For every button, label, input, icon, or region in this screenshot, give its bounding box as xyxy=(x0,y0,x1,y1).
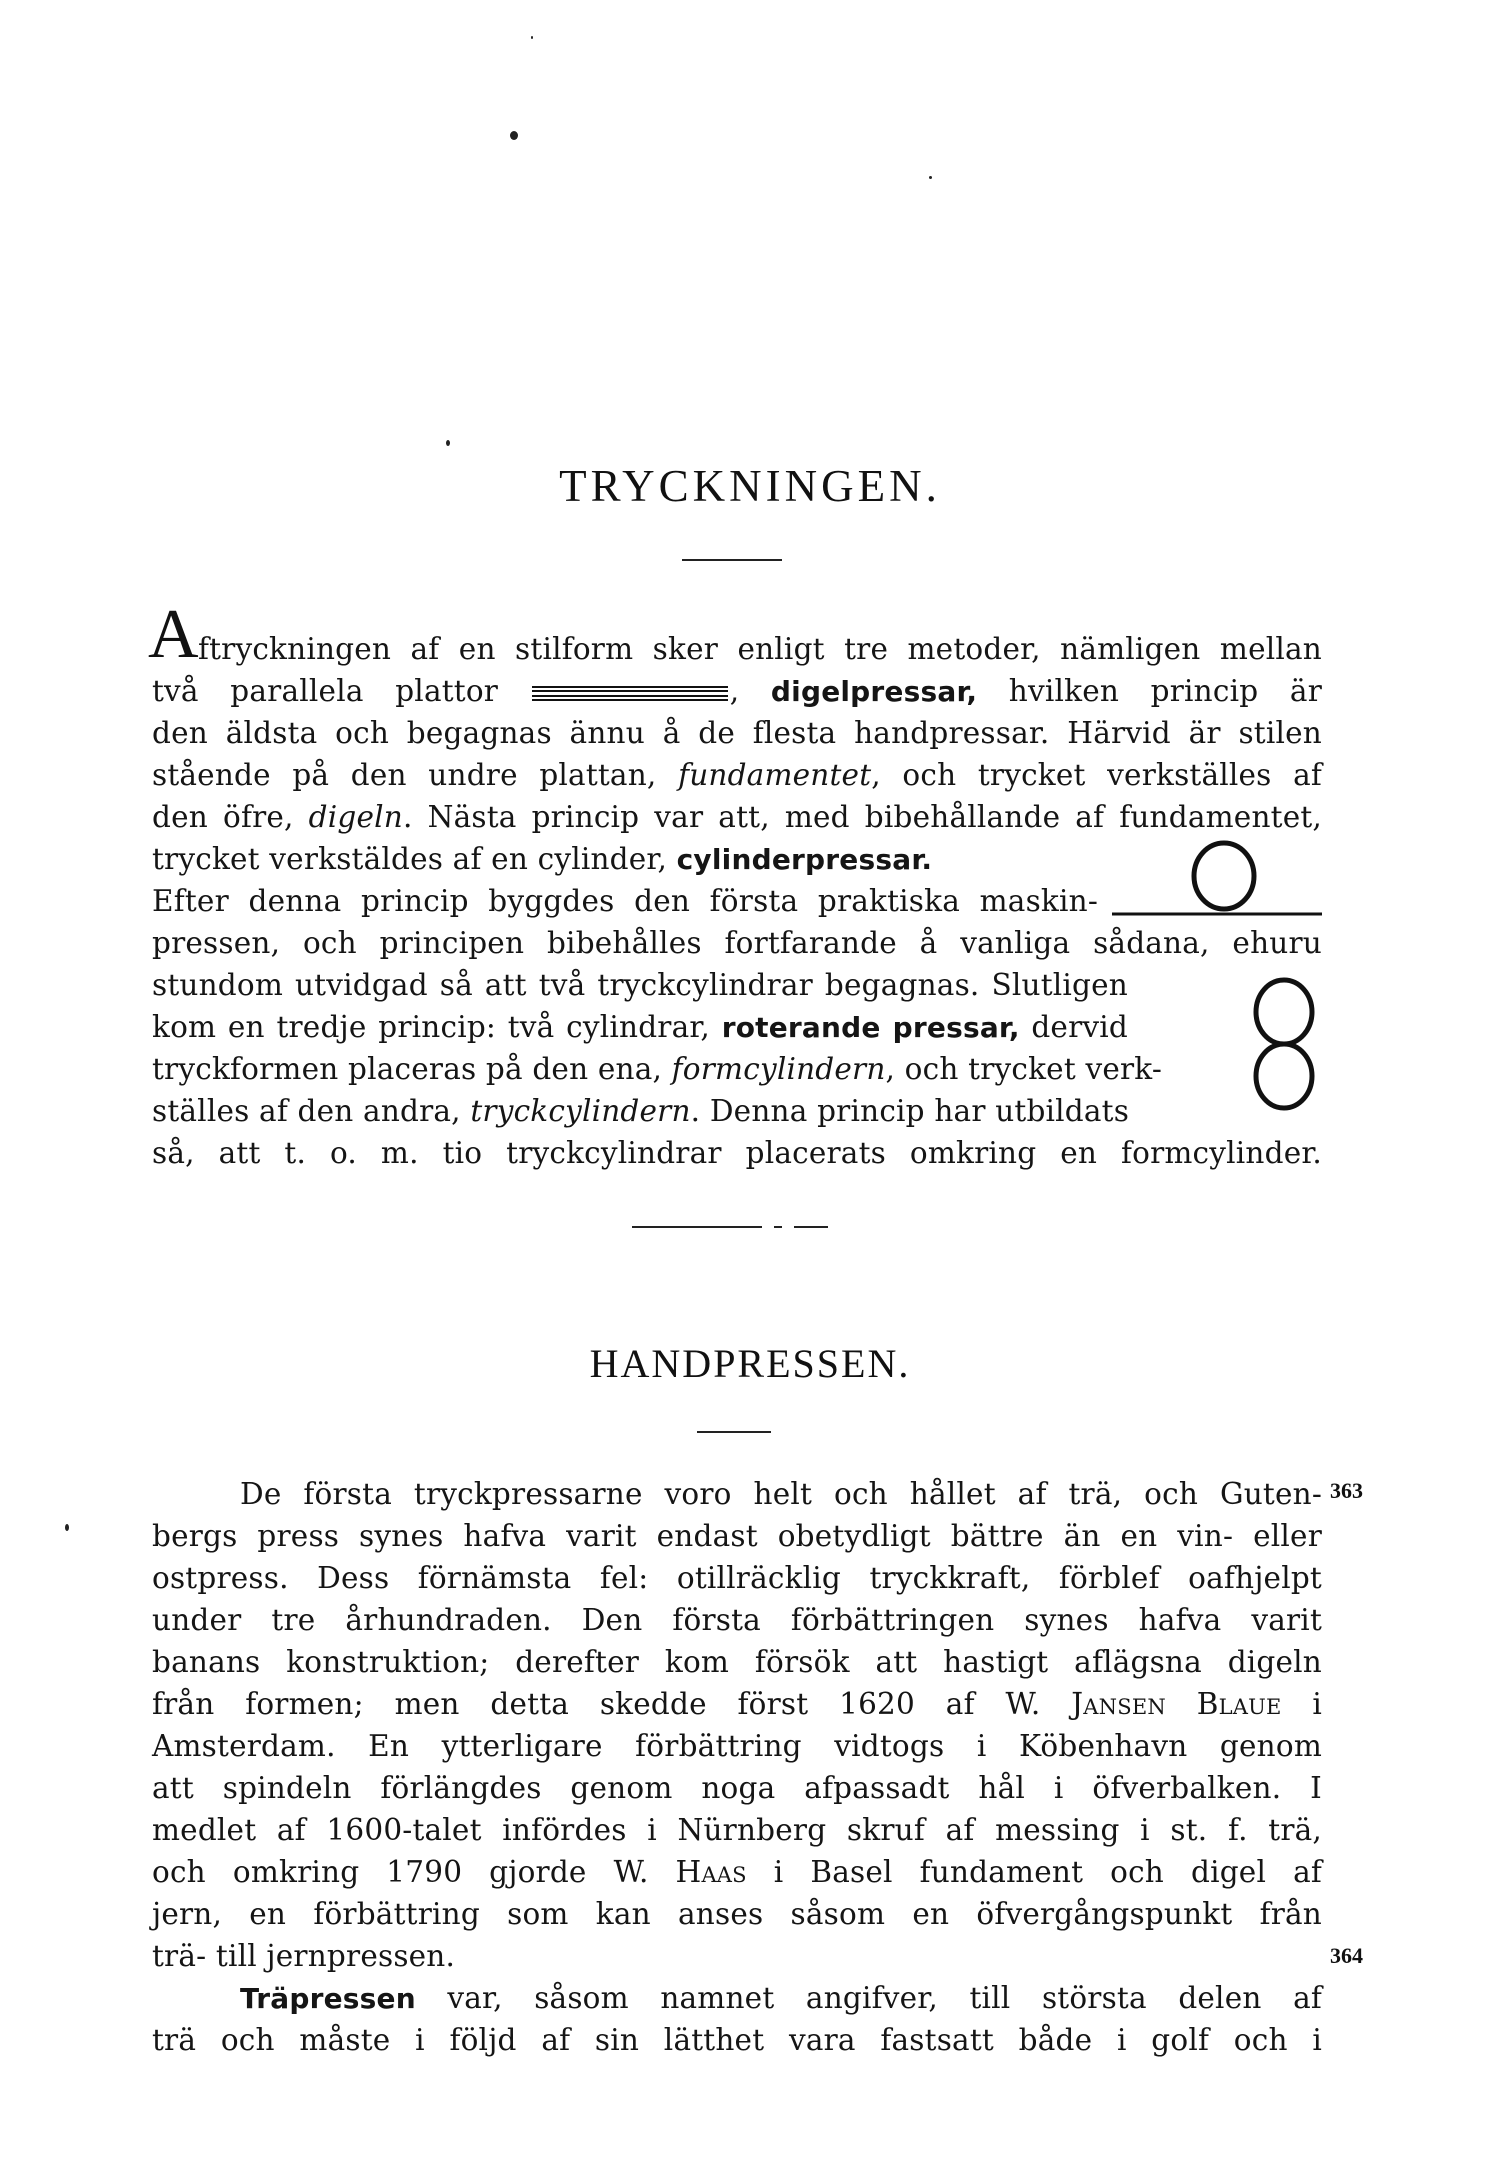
section-title-tryckningen: TRYCKNINGEN. xyxy=(559,461,941,511)
text-line: ftryckningen af en stilform sker enligt tre metoder, nämligen mellan xyxy=(198,632,1322,666)
text-line: trycket verkstäldes af en cylinder, cylinderpressar. xyxy=(152,842,933,876)
text-line: pressen, och principen bibehålles fortfarande å vanliga sådana, ehuru xyxy=(152,926,1322,960)
text-line: Amsterdam. En ytterligare förbättring vidtogs i Köbenhavn genom xyxy=(152,1729,1322,1763)
text-line: två parallela plattor , digelpressar, hvilken princip är xyxy=(152,674,1323,708)
cylinder-press-diagram xyxy=(1112,842,1322,922)
text-line: Träpressen var, såsom namnet angifver, till största delen af xyxy=(240,1981,1322,2015)
scan-speck xyxy=(929,176,932,179)
text-line: stundom utvidgad så att två tryckcylindrar begagnas. Slutligen xyxy=(152,968,1128,1002)
title-rule xyxy=(697,1431,771,1433)
title-rule xyxy=(682,559,782,561)
text-line: kom en tredje princip: två cylindrar, roterande pressar, dervid xyxy=(152,1010,1128,1044)
text-line: Efter denna princip byggdes den första praktiska maskin- xyxy=(152,884,1098,918)
text-line: trä- till jernpressen. xyxy=(152,1939,456,1973)
text-line: medlet af 1600-talet infördes i Nürnberg skruf af messing i st. f. trä, xyxy=(152,1813,1322,1847)
rotary-press-diagram xyxy=(1244,974,1324,1114)
text-line: ställes af den andra, tryckcylindern. Denna princip har utbildats xyxy=(152,1094,1130,1128)
scan-speck xyxy=(65,1524,69,1531)
text-line: den öfre, digeln. Nästa princip var att, med bibehållande af fundamentet, xyxy=(152,800,1322,834)
text-line: så, att t. o. m. tio tryckcylindrar placerats omkring en formcylinder. xyxy=(152,1136,1322,1170)
text-line: trä och måste i följd af sin lätthet vara fastsatt både i golf och i xyxy=(152,2023,1322,2057)
text-line: under tre århundraden. Den första förbättringen synes hafva varit xyxy=(152,1603,1322,1637)
scan-speck xyxy=(531,36,533,39)
text-line: från formen; men detta skedde först 1620 af W. Jansen Blaue i xyxy=(152,1687,1323,1721)
text-line: den äldsta och begagnas ännu å de flesta handpressar. Härvid är stilen xyxy=(152,716,1322,750)
drop-cap: A xyxy=(148,596,199,673)
margin-number-364: 364 xyxy=(1330,1943,1363,1968)
parallel-plates-symbol xyxy=(530,684,730,702)
text-line: jern, en förbättring som kan anses såsom en öfvergångspunkt från xyxy=(152,1897,1322,1931)
text-line: ostpress. Dess förnämsta fel: otillräcklig tryckkraft, förblef oafhjelpt xyxy=(152,1561,1322,1595)
scan-speck xyxy=(446,440,450,446)
text-line: De första tryckpressarne voro helt och hållet af trä, och Guten- xyxy=(240,1477,1322,1511)
section-title-handpressen: HANDPRESSEN. xyxy=(589,1341,911,1386)
section-divider xyxy=(632,1224,832,1230)
text-line: tryckformen placeras på den ena, formcylindern, och trycket verk- xyxy=(152,1052,1163,1086)
text-line: banans konstruktion; derefter kom försök att hastigt aflägsna digeln xyxy=(152,1645,1322,1679)
margin-number-363: 363 xyxy=(1330,1478,1363,1503)
text-line: att spindeln förlängdes genom noga afpassadt hål i öfverbalken. I xyxy=(152,1771,1322,1805)
text-line: och omkring 1790 gjorde W. Haas i Basel fundament och digel af xyxy=(152,1855,1322,1889)
text-line: stående på den undre plattan, fundamentet, och trycket verkställes af xyxy=(152,758,1322,792)
text-line: bergs press synes hafva varit endast obetydligt bättre än en vin- eller xyxy=(152,1519,1322,1553)
scan-speck xyxy=(510,131,518,140)
